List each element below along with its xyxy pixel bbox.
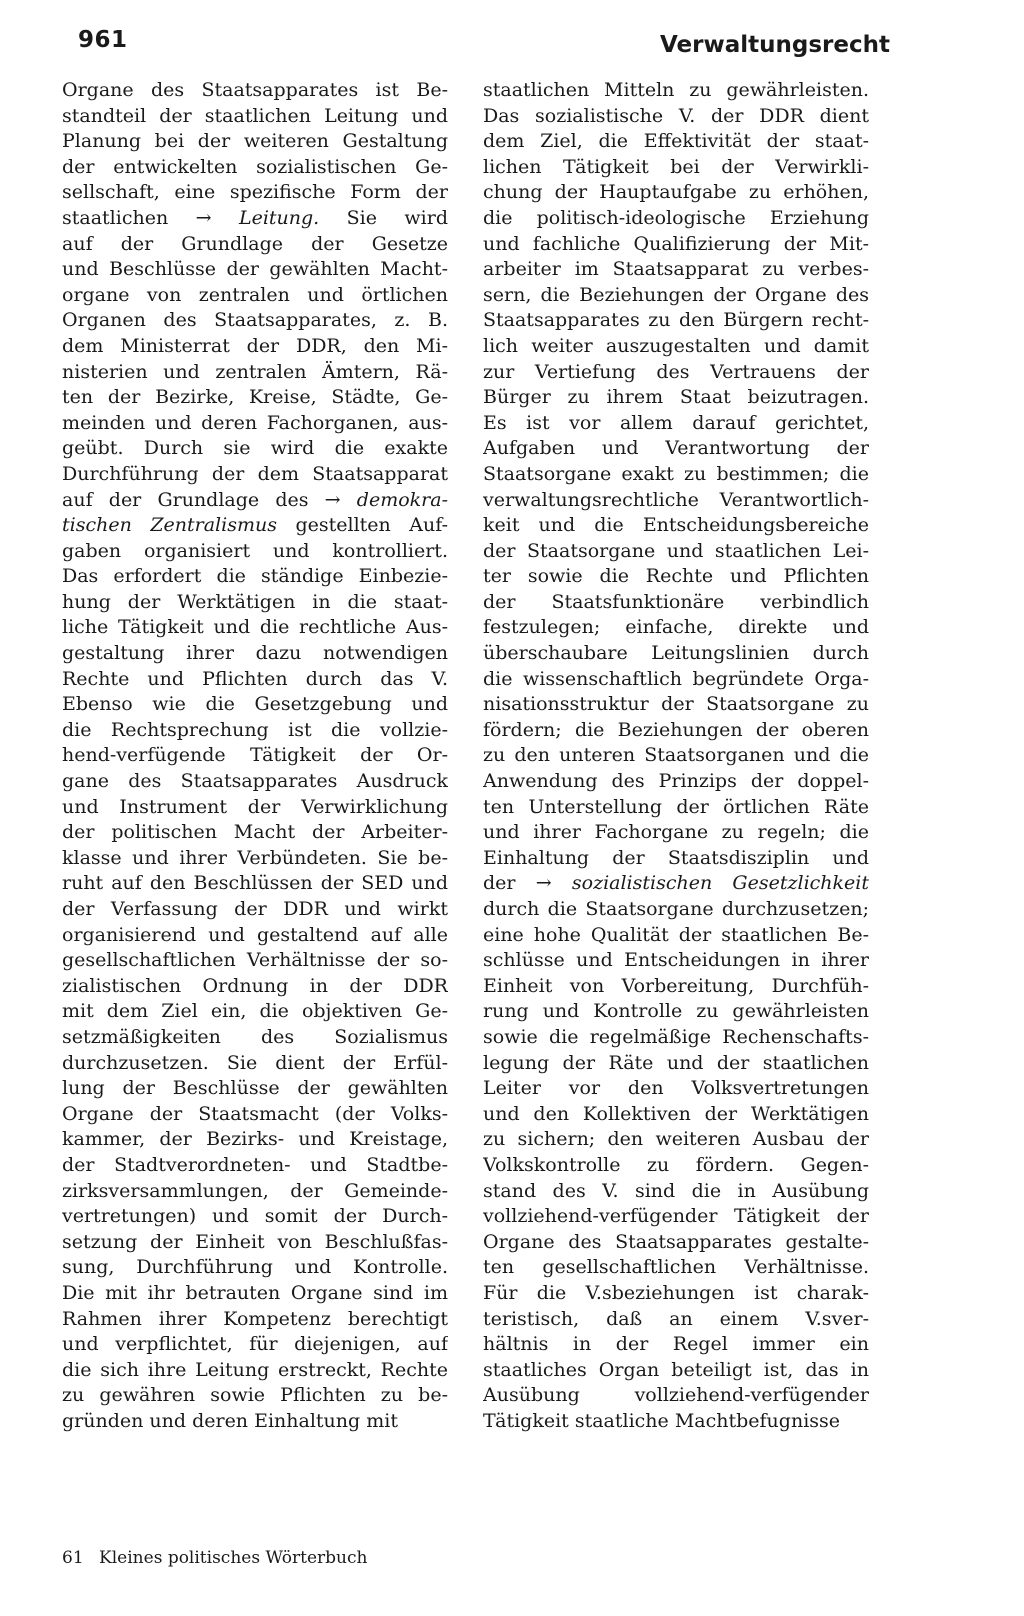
right_column-line: sowie die regelmäßige Rechenschafts-	[483, 1025, 869, 1048]
right_column-line: legung der Räte und der staatlichen	[483, 1051, 869, 1074]
left_column-line: vertretungen) und somit der Durch-	[62, 1205, 448, 1228]
right_column-line: Anwendung des Prinzips der doppel-	[483, 770, 869, 793]
left_column-line: Die mit ihr betrauten Organe sind im	[62, 1281, 448, 1304]
right_column-line: arbeiter im Staatsapparat zu verbes-	[483, 258, 869, 281]
right_column-line: Einhaltung der Staatsdisziplin und	[483, 846, 869, 869]
left-column	[62, 78, 448, 1434]
right_column-line: Organe des Staatsapparates gestalte-	[483, 1230, 869, 1253]
left_column-line: die Rechtsprechung ist die vollzie-	[62, 718, 448, 741]
right_column-line: durch die Staatsorgane durchzusetzen;	[483, 898, 869, 920]
right-column	[483, 78, 869, 1434]
right_column-line: verwaltungsrechtliche Verantwortlich-	[483, 488, 869, 511]
left_column-line: meinden und deren Fachorganen, aus-	[62, 411, 448, 434]
running-head: Verwaltungsrecht	[660, 32, 890, 58]
right_column-line: vollziehend-verfügender Tätigkeit der	[483, 1205, 869, 1228]
right_column-line: zur Vertiefung des Vertrauens der	[483, 360, 869, 383]
footer-signature: 61	[62, 1548, 84, 1568]
left_column-line: und Instrument der Verwirklichung	[62, 795, 448, 818]
left_column-line: tischen Zentralismus gestellten Auf-	[62, 514, 448, 537]
left_column-line: setzmäßigkeiten des Sozialismus	[62, 1025, 448, 1048]
left_column-line: sellschaft, eine spezifische Form der	[62, 181, 448, 204]
right_column-line: fördern; die Beziehungen der oberen	[483, 718, 869, 741]
left_column-line: setzung der Einheit von Beschlußfas-	[62, 1230, 448, 1253]
right_column-line: der Staatsorgane und staatlichen Lei-	[483, 539, 869, 562]
left_column-line: mit dem Ziel ein, die objektiven Ge-	[62, 1000, 448, 1023]
left_column-line: kammer, der Bezirks- und Kreistage,	[62, 1128, 448, 1151]
right_column-line: keit und die Entscheidungsbereiche	[483, 514, 869, 537]
right_column-line: der Staatsfunktionäre verbindlich	[483, 590, 869, 613]
right_column-line: festzulegen; einfache, direkte und	[483, 616, 869, 639]
left_column-line: Organen des Staatsapparates, z. B.	[62, 309, 448, 332]
right_column-line: stand des V. sind die in Ausübung	[483, 1179, 869, 1202]
right_column-line: Aufgaben und Verantwortung der	[483, 437, 869, 460]
left_column-line: der politischen Macht der Arbeiter-	[62, 821, 448, 844]
left_column-line: staatlichen → Leitung. Sie wird	[62, 206, 448, 229]
right_column-line: hältnis in der Regel immer ein	[483, 1333, 869, 1356]
right_column-line: die politisch-ideologische Erziehung	[483, 206, 869, 229]
right_column-line: und fachliche Qualifizierung der Mit-	[483, 232, 869, 255]
left_column-line: gesellschaftlichen Verhältnisse der so-	[62, 949, 448, 972]
left_column-line: durchzusetzen. Sie dient der Erfül-	[62, 1051, 448, 1074]
left_column-line: Ebenso wie die Gesetzgebung und	[62, 693, 448, 716]
left_column-line: zirksversammlungen, der Gemeinde-	[62, 1179, 448, 1202]
right_column-line: überschaubare Leitungslinien durch	[483, 642, 869, 665]
page-footer	[62, 1548, 367, 1568]
left_column-line: Das erfordert die ständige Einbezie-	[62, 565, 448, 588]
footer-book-title: Kleines politisches Wörterbuch	[99, 1548, 368, 1568]
left_column-line: auf der Grundlage des → demokra-	[62, 488, 448, 511]
left_column-line: ruht auf den Beschlüssen der SED und	[62, 872, 448, 895]
right_column-line: Staatsapparates zu den Bürgern recht-	[483, 309, 869, 332]
right_column-line: eine hohe Qualität der staatlichen Be-	[483, 923, 869, 946]
right_column-line: nisationsstruktur der Staatsorgane zu	[483, 693, 869, 716]
right_column-line: Bürger zu ihrem Staat beizutragen.	[483, 386, 869, 409]
left_column-line: hend-verfügende Tätigkeit der Or-	[62, 744, 448, 767]
right_column-line: schlüsse und Entscheidungen in ihrer	[483, 949, 869, 972]
left_column-line: der Verfassung der DDR und wirkt	[62, 898, 448, 920]
left_column-line: organe von zentralen und örtlichen	[62, 283, 448, 306]
left_column-line: lung der Beschlüsse der gewählten	[62, 1077, 448, 1100]
left_column-line: liche Tätigkeit und die rechtliche Aus-	[62, 616, 448, 639]
right_column-line: ten gesellschaftlichen Verhältnisse.	[483, 1256, 869, 1279]
left_column-line: und Beschlüsse der gewählten Macht-	[62, 258, 448, 281]
left_column-line: nisterien und zentralen Ämtern, Rä-	[62, 360, 448, 383]
right_column-line: ten Unterstellung der örtlichen Räte	[483, 795, 869, 818]
right_column-line: Es ist vor allem darauf gerichtet,	[483, 411, 869, 434]
left_column-line: Organe des Staatsapparates ist Be-	[62, 79, 448, 101]
right_column-line: dem Ziel, die Effektivität der staat-	[483, 130, 869, 153]
left_column-line: gane des Staatsapparates Ausdruck	[62, 770, 448, 793]
right_column-line: lich weiter auszugestalten und damit	[483, 334, 869, 357]
left_column-line: der entwickelten sozialistischen Ge-	[62, 155, 448, 178]
right_column-line: chung der Hauptaufgabe zu erhöhen,	[483, 181, 869, 204]
right_column-line: staatliches Organ beteiligt ist, das in	[483, 1358, 869, 1381]
left_column-line: ten der Bezirke, Kreise, Städte, Ge-	[62, 386, 448, 409]
left_column-line: der Stadtverordneten- und Stadtbe-	[62, 1153, 448, 1176]
left_column-line: Rahmen ihrer Kompetenz berechtigt	[62, 1307, 448, 1330]
left_column-line: organisierend und gestaltend auf alle	[62, 923, 448, 946]
left_column-line: sung, Durchführung und Kontrolle.	[62, 1256, 448, 1279]
left_column-line: gestaltung ihrer dazu notwendigen	[62, 642, 448, 665]
left_column-line: zialistischen Ordnung in der DDR	[62, 974, 448, 997]
left_column-line: gründen und deren Einhaltung mit	[62, 1409, 398, 1432]
left_column-line: gaben organisiert und kontrolliert.	[62, 539, 448, 562]
right_column-line: Leiter vor den Volksvertretungen	[483, 1077, 869, 1100]
right_column-line: zu sichern; den weiteren Ausbau der	[483, 1128, 869, 1151]
left_column-line: die sich ihre Leitung erstreckt, Rechte	[62, 1358, 448, 1381]
left_column-line: Durchführung der dem Staatsapparat	[62, 462, 448, 485]
right_column-line: die wissenschaftlich begründete Orga-	[483, 667, 869, 690]
right_column-line: und den Kollektiven der Werktätigen	[483, 1102, 869, 1125]
left_column-line: Planung bei der weiteren Gestaltung	[62, 130, 448, 153]
right_column-line: Staatsorgane exakt zu bestimmen; die	[483, 462, 869, 485]
page-number: 961	[78, 27, 128, 53]
right_column-line: staatlichen Mitteln zu gewährleisten.	[483, 79, 869, 101]
right_column-line: zu den unteren Staatsorganen und die	[483, 744, 869, 767]
right_column-line: der → sozialistischen Gesetzlichkeit	[483, 872, 869, 895]
left_column-line: und verpflichtet, für diejenigen, auf	[62, 1333, 448, 1356]
right_column-line: Für die V.sbeziehungen ist charak-	[483, 1281, 869, 1304]
left_column-line: geübt. Durch sie wird die exakte	[62, 437, 448, 460]
left_column-line: hung der Werktätigen in die staat-	[62, 590, 448, 613]
right_column-line: Ausübung vollziehend-verfügender	[483, 1384, 869, 1407]
right_column-line: Tätigkeit staatliche Machtbefugnisse	[483, 1409, 841, 1432]
left_column-line: standteil der staatlichen Leitung und	[62, 104, 448, 127]
right_column-line: und ihrer Fachorgane zu regeln; die	[483, 821, 869, 844]
left_column-line: dem Ministerrat der DDR, den Mi-	[62, 334, 448, 357]
left_column-line: zu gewähren sowie Pflichten zu be-	[62, 1384, 448, 1407]
left_column-line: auf der Grundlage der Gesetze	[62, 232, 448, 255]
left_column-line: Organe der Staatsmacht (der Volks-	[62, 1102, 448, 1125]
right_column-line: rung und Kontrolle zu gewährleisten	[483, 1000, 869, 1023]
right_column-line: teristisch, daß an einem V.sver-	[483, 1307, 869, 1330]
left_column-line: Rechte und Pflichten durch das V.	[62, 667, 448, 690]
right_column-line: Einheit von Vorbereitung, Durchfüh-	[483, 974, 869, 997]
right_column-line: ter sowie die Rechte und Pflichten	[483, 565, 869, 588]
right_column-line: lichen Tätigkeit bei der Verwirkli-	[483, 155, 869, 178]
right_column-line: Das sozialistische V. der DDR dient	[483, 104, 869, 127]
left_column-line: klasse und ihrer Verbündeten. Sie be-	[62, 846, 448, 869]
right_column-line: sern, die Beziehungen der Organe des	[483, 283, 869, 306]
right_column-line: Volkskontrolle zu fördern. Gegen-	[483, 1153, 869, 1176]
